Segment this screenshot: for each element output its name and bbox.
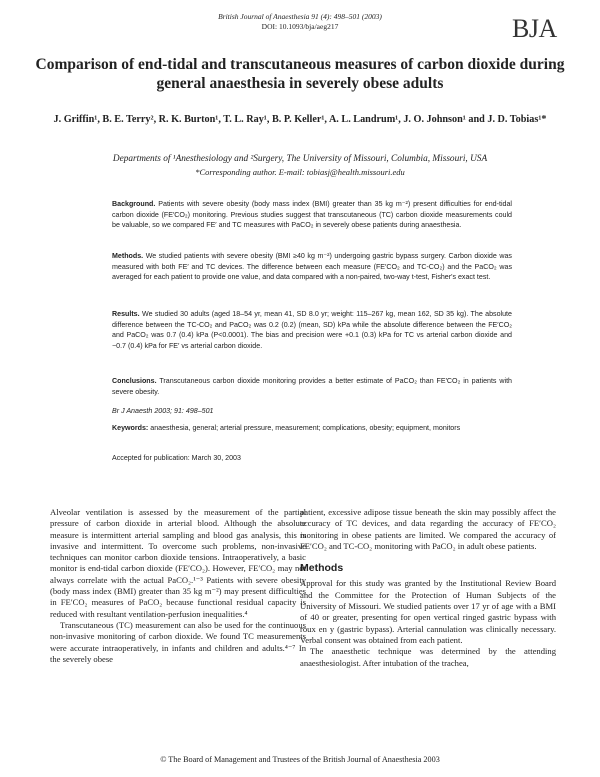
abstract-methods-text: We studied patients with severe obesity (BMI ≥40 kg m⁻²) undergoing gastric bypass surgery. Carbon dioxide was measured with both FE′ and TC devices. The difference between each measure (FE′CO₂ and TC-CO₂) and the PaCO₂ was averaged for each patient to provide one value, and data compared with a non-paired, two-way t-test, Fisher's exact test. (112, 252, 512, 282)
abstract-results-text: We studied 30 adults (aged 18–54 yr, mean 41, SD 8.0 yr; weight: 115–267 kg, mean 162, SD 35 kg). The absolute difference between the TC-CO₂ and PaCO₂ was 0.2 (0.2) (mean, SD) kPa while the absolute difference between the FE′CO₂ and PaCO₂ was 0.7 (0.4) kPa (P<0.0001). The bias and precision were +0.1 (0.3) kPa for TC vs arterial carbon dioxide and −0.7 (0.4) kPa for FE′ vs arterial carbon dioxide. (112, 310, 512, 350)
corresponding-author: *Corresponding author. E-mail: tobiasj@health.missouri.edu (195, 167, 405, 177)
abstract-conclusions-label: Conclusions. (112, 377, 157, 385)
body-column-left (50, 507, 306, 665)
body-column-right (300, 507, 556, 669)
bja-logo: BJA (512, 14, 557, 43)
abstract-results-label: Results. (112, 310, 140, 318)
article-title: Comparison of end-tidal and transcutaneous measures of carbon dioxide during general anaesthesia in severely obese adults (35, 56, 565, 92)
accepted-date: Accepted for publication: March 30, 2003 (112, 454, 241, 462)
paragraph: The anaesthetic technique was determined by the attending anaesthesiologist. After intubation of the trachea, (300, 646, 556, 668)
abstract-background (112, 199, 512, 231)
author-list: J. Griffin¹, B. E. Terry², R. K. Burton¹, T. L. Ray¹, B. P. Keller¹, A. L. Landrum¹, J. O. Johnson¹ and J. D. Tobias¹* (53, 114, 547, 125)
abstract-methods-label: Methods. (112, 252, 144, 260)
keywords-text: anaesthesia, general; arterial pressure, measurement; complications, obesity; equipment, monitors (150, 424, 461, 432)
journal-header: British Journal of Anaesthesia 91 (4): 498–501 (2003) (218, 12, 382, 21)
doi-line: DOI: 10.1093/bja/aeg217 (261, 22, 339, 31)
abstract-conclusions-text: Transcutaneous carbon dioxide monitoring provides a better estimate of PaCO₂ than FE′CO₂ in patients with severe obesity. (112, 377, 512, 396)
paragraph: patient, excessive adipose tissue beneath the skin may possibly affect the accuracy of TC devices, and data regarding the accuracy of FE′CO₂ monitoring in obese patients are limited. We compared the accuracy of FE′CO₂ and TC-CO₂ monitoring with PaCO₂ in adult obese patients. (300, 507, 556, 551)
citation-line: Br J Anaesth 2003; 91: 498–501 (112, 407, 214, 415)
paragraph: Transcutaneous (TC) measurement can also be used for the continuous non-invasive monitoring of carbon dioxide. We found TC measurements were accurate intraoperatively, in infants and children and adults.⁴⁻⁷ In the severely obese (50, 619, 306, 664)
abstract-methods (112, 251, 512, 283)
abstract-conclusions (112, 376, 512, 397)
abstract-background-label: Background. (112, 200, 156, 208)
paragraph: Approval for this study was granted by the Institutional Review Board and the Committee for the Protection of Human Subjects of the University of Missouri. We studied patients over 17 yr of age with a BMI of 40 or greater, presenting for open vertical ringed gastric bypass with roux en y (gastric bypass). Arterial cannulation was clinically necessary. Verbal consent was obtained from each patient. (300, 578, 556, 645)
affiliation: Departments of ¹Anesthesiology and ²Surgery, The University of Missouri, Columbia, Missouri, USA (112, 154, 488, 164)
methods-heading: Methods (300, 562, 344, 575)
abstract-results (112, 309, 512, 351)
abstract-background-text: Patients with severe obesity (body mass index (BMI) greater than 35 kg m⁻²) present difficulties for end-tidal carbon dioxide (FE′CO₂) monitoring. Previous studies suggest that transcutaneous (TC) carbon dioxide measurements could be valuable, so we compared FE′ and TC measures with PaCO₂ in severely obese patients during anaesthesia. (112, 200, 512, 230)
paragraph: Alveolar ventilation is assessed by the measurement of the partial pressure of carbon dioxide in arterial blood. Although the absolute measure is intermittent arterial sampling and blood gas analysis, this is invasive and intermittent. To overcome such problems, non-invasive techniques can monitor carbon dioxide tensions. Intraoperatively, a basic monitor is end-tidal carbon dioxide (FE′CO₂). However, FE′CO₂ may not always correlate with the actual PaCO₂.¹⁻³ Patients with severe obesity (body mass index (BMI) greater than 35 kg m⁻²) may present difficulties in FE′CO₂ measures of PaCO₂ because functional residual capacity is reduced with resultant ventilation-perfusion inequalities.⁴ (50, 507, 306, 619)
keywords (112, 423, 512, 434)
keywords-label: Keywords: (112, 424, 149, 432)
copyright-footer: © The Board of Management and Trustees of the British Journal of Anaesthesia 2003 (160, 755, 440, 764)
